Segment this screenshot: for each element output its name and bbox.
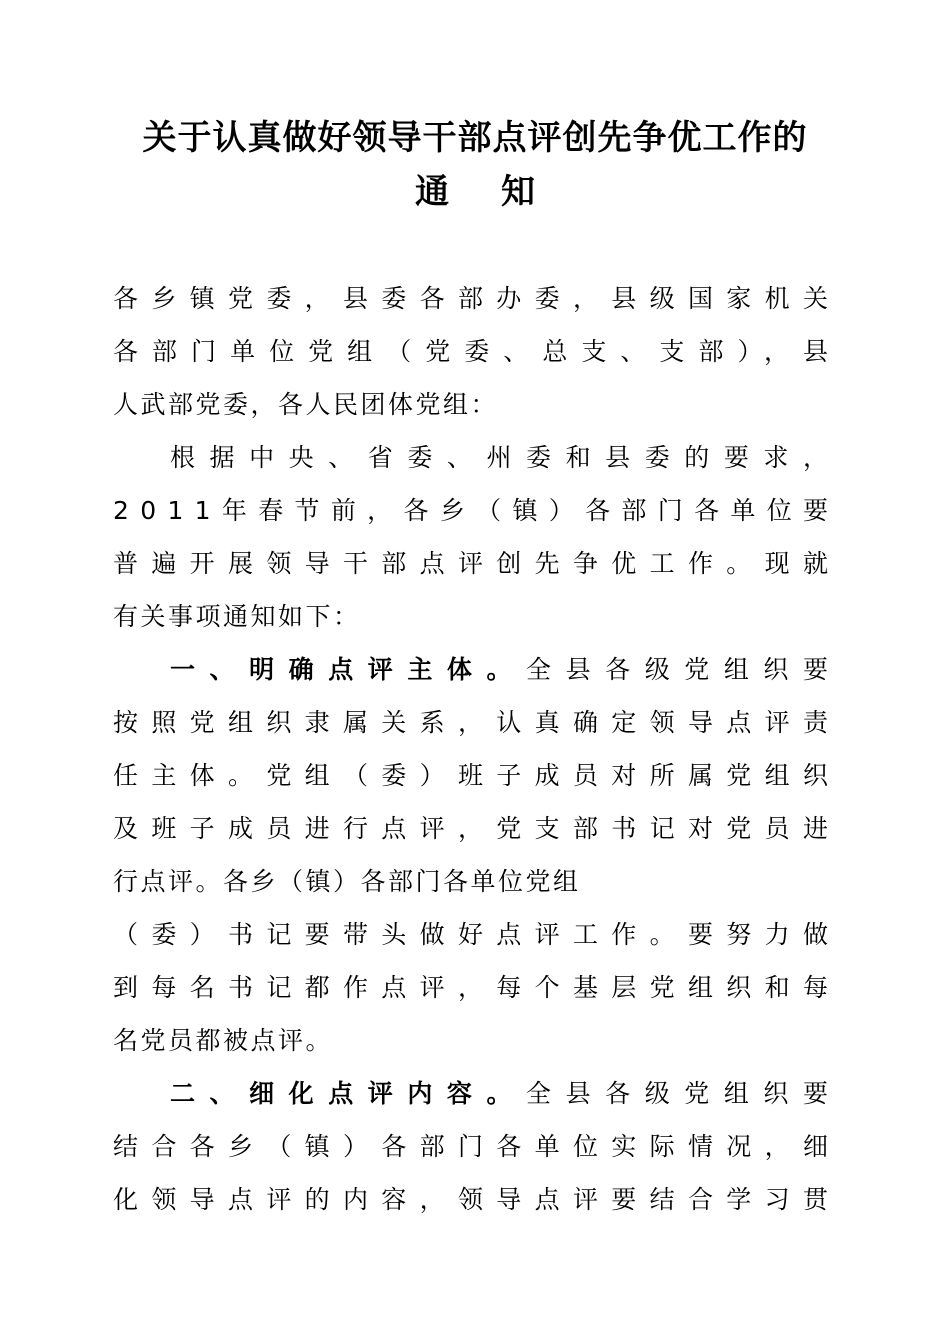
body-text: 2011年春节前，各乡（镇）各部门各单位要 <box>113 496 840 525</box>
body-text: 到每名书记都作点评，每个基层党组织和每 <box>113 973 842 1002</box>
document-title-line-1: 关于认真做好领导干部点评创先争优工作的 <box>142 118 808 158</box>
body-text: 全县各级党组织要 <box>526 655 843 684</box>
body-line <box>170 441 843 475</box>
body-line <box>113 971 841 1005</box>
body-line <box>113 335 842 369</box>
body-line <box>113 1130 841 1164</box>
body-text: 化领导点评的内容，领导点评要结合学习贯 <box>113 1185 842 1214</box>
title-char-zhi: 知 <box>501 172 535 212</box>
body-line <box>113 865 581 899</box>
body-line <box>113 494 839 528</box>
body-line <box>113 547 841 581</box>
body-line <box>113 1183 841 1217</box>
title-char-tong: 通 <box>415 172 449 212</box>
body-text: 按照党组织隶属关系，认真确定领导点评责 <box>113 708 842 737</box>
body-line <box>113 918 841 952</box>
body-line <box>113 388 498 422</box>
body-line <box>113 282 841 316</box>
body-text: 各乡镇党委，县委各部办委，县级国家机关 <box>113 284 842 313</box>
body-line <box>113 706 841 740</box>
body-text: 结合各乡（镇）各部门各单位实际情况，细 <box>113 1132 842 1161</box>
body-line <box>113 759 841 793</box>
body-line <box>170 1077 843 1111</box>
section-heading: 二、细化点评内容。 <box>170 1079 527 1108</box>
body-text: 有关事项通知如下： <box>113 602 361 631</box>
body-text: （委）书记要带头做好点评工作。要努力做 <box>113 920 842 949</box>
body-text: 普遍开展领导干部点评创先争优工作。现就 <box>113 549 842 578</box>
body-text: 行点评。各乡（镇）各部门各单位党组 <box>113 867 581 896</box>
section-heading: 一、明确点评主体。 <box>170 655 527 684</box>
body-line <box>113 812 841 846</box>
body-line <box>170 653 843 687</box>
body-text: 各部门单位党组（党委、总支、支部），县 <box>113 337 843 366</box>
body-text: 全县各级党组织要 <box>526 1079 843 1108</box>
body-text: 任主体。党组（委）班子成员对所属党组织 <box>113 761 842 790</box>
body-text: 及班子成员进行点评，党支部书记对党员进 <box>113 814 842 843</box>
body-line <box>113 1024 333 1058</box>
document-title-line-2 <box>0 172 950 212</box>
body-text: 名党员都被点评。 <box>113 1026 334 1055</box>
body-text: 根据中央、省委、州委和县委的要求， <box>170 443 843 472</box>
body-text: 人武部党委，各人民团体党组： <box>113 390 499 419</box>
body-line <box>113 600 361 634</box>
